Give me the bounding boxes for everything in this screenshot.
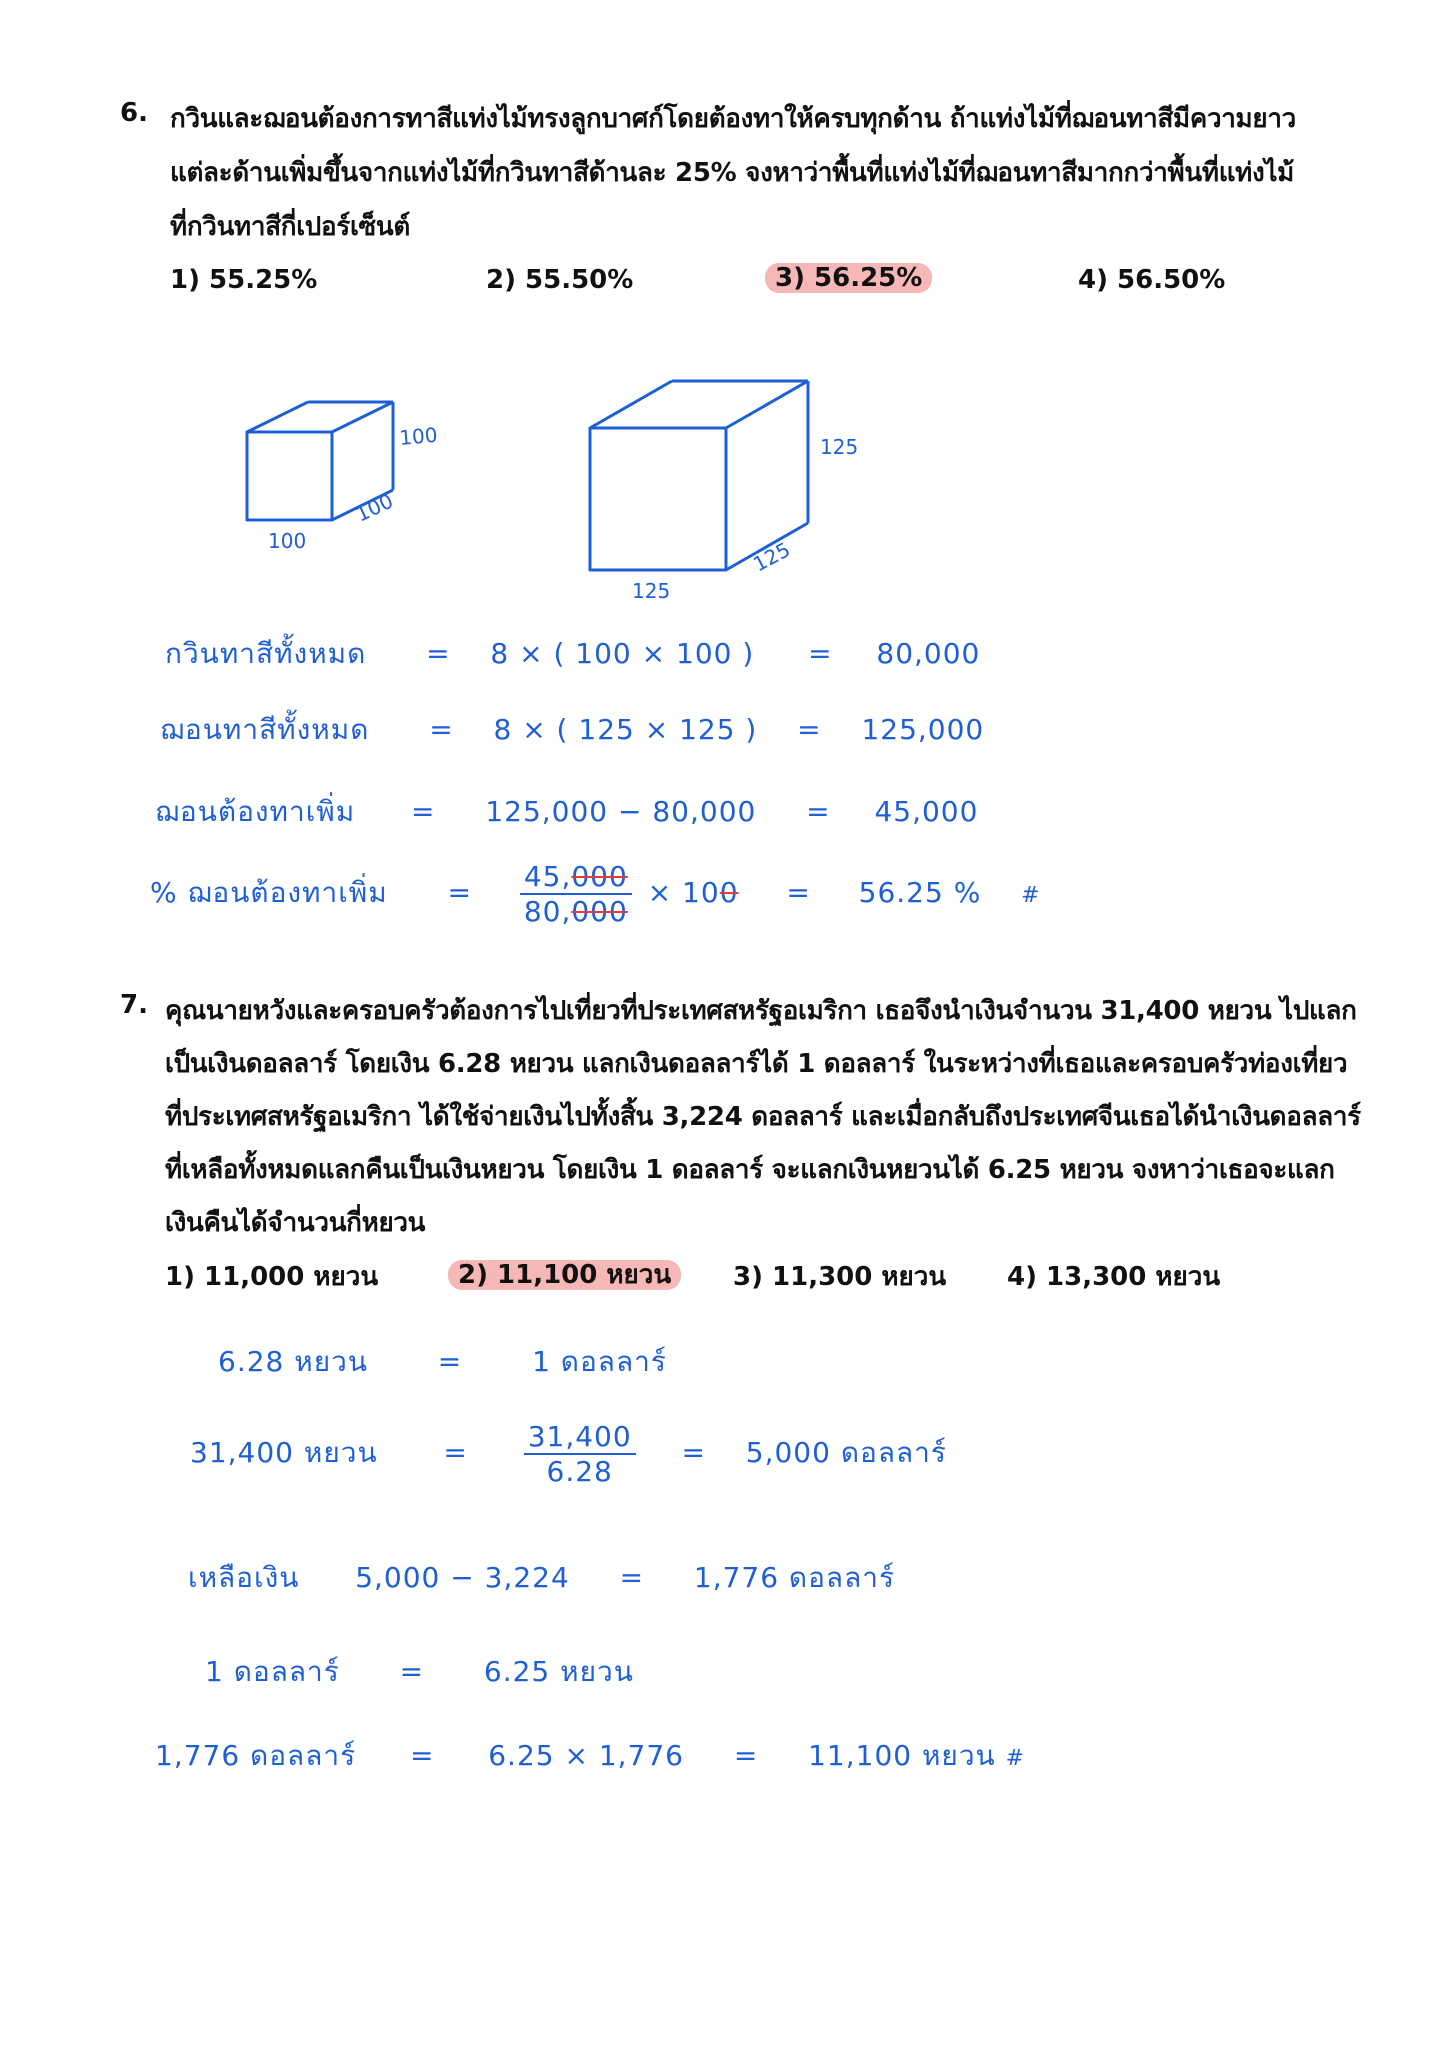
large-cube-height-label: 125 <box>820 435 859 459</box>
small-cube-depth-label: 100 <box>351 488 397 527</box>
q7-w5-left: 1,776 ดอลลาร์ <box>155 1739 357 1772</box>
q7-w2-right: 5,000 ดอลลาร์ <box>745 1436 947 1469</box>
q6-w4-num: 45, <box>523 860 572 893</box>
q7-w5-eq2: = <box>733 1739 759 1772</box>
q6-work-line-4 <box>150 860 1041 928</box>
small-cube-height-label: 100 <box>398 422 439 450</box>
q7-work-line-1 <box>218 1340 667 1384</box>
q7-text-line-2: เป็นเงินดอลลาร์ โดยเงิน 6.28 หยวน แลกเงินดอลลาร์ได้ 1 ดอลลาร์ ในระหว่างที่เธอและครอบครัวท่องเที่ยว <box>165 1049 1348 1079</box>
q6-w4-den-strike: 000 <box>571 895 628 928</box>
q7-w3-expr: 5,000 − 3,224 <box>355 1561 570 1594</box>
q7-w3-eq: = <box>619 1561 645 1594</box>
q7-number: 7. <box>120 990 148 1020</box>
q7-w2-num: 31,400 <box>524 1420 636 1455</box>
q7-choice-1: 1) 11,000 หยวน <box>165 1262 379 1292</box>
q6-w2-eq1: = <box>429 713 454 746</box>
q6-w4-hash: # <box>1021 883 1041 908</box>
q7-w5-right: 11,100 หยวน <box>808 1739 996 1772</box>
small-cube-front-label: 100 <box>268 529 307 553</box>
q7-answer-highlight: 2) 11,100 หยวน <box>448 1260 681 1290</box>
q7-w2-den: 6.28 <box>546 1455 613 1488</box>
q7-w1-left: 6.28 หยวน <box>218 1345 368 1378</box>
q6-w2-eq2: = <box>797 713 822 746</box>
q6-w4-left: % ฌอนต้องทาเพิ่ม <box>150 876 388 909</box>
q6-w4-result: 56.25 % <box>858 876 982 909</box>
q6-w3-eq2: = <box>806 795 831 828</box>
q7-w5-expr: 6.25 × 1,776 <box>488 1739 684 1772</box>
q6-w1-result: 80,000 <box>876 637 981 670</box>
q6-text-line-1: กวินและฌอนต้องการทาสีแท่งไม้ทรงลูกบาศก์โดยต้องทาให้ครบทุกด้าน ถ้าแท่งไม้ที่ฌอนทาสีมีความยาว <box>170 104 1296 134</box>
q6-number: 6. <box>120 98 148 128</box>
q6-work-line-3 <box>155 790 978 834</box>
q7-w2-eq: = <box>443 1436 468 1469</box>
q6-w2-expr: 8 × ( 125 × 125 ) <box>493 713 758 746</box>
q6-w3-result: 45,000 <box>874 795 979 828</box>
q7-w1-right: 1 ดอลลาร์ <box>532 1345 667 1378</box>
q6-w2-left: ฌอนทาสีทั้งหมด <box>160 713 370 746</box>
q7-w1-eq: = <box>437 1345 463 1378</box>
cube-diagrams <box>0 0 1448 620</box>
q7-text-line-1: คุณนายหวังและครอบครัวต้องการไปเที่ยวที่ประเทศสหรัฐอเมริกา เธอจึงนำเงินจำนวน 31,400 หยวน ไปแลก <box>165 996 1357 1026</box>
q6-work-line-1 <box>165 632 980 676</box>
q6-answer-highlight: 3) 56.25% <box>765 263 932 293</box>
q7-w2-left: 31,400 หยวน <box>190 1436 378 1469</box>
q7-w4-left: 1 ดอลลาร์ <box>205 1655 340 1688</box>
large-cube-depth-label: 125 <box>749 537 795 577</box>
q6-w4-num-strike: 000 <box>571 860 628 893</box>
q7-choice-3: 3) 11,300 หยวน <box>733 1262 947 1292</box>
q7-choice-4: 4) 13,300 หยวน <box>1007 1262 1221 1292</box>
q6-w4-eq1: = <box>447 876 473 909</box>
q6-w3-expr: 125,000 − 80,000 <box>485 795 757 828</box>
q6-w4-eq2: = <box>786 876 811 909</box>
q6-choice-2: 2) 55.50% <box>486 265 634 295</box>
q6-w4-fraction <box>520 860 632 928</box>
q7-w4-right: 6.25 หยวน <box>483 1655 634 1688</box>
q6-w4-times: × 10 <box>647 876 720 909</box>
q7-w3-right: 1,776 ดอลลาร์ <box>693 1561 896 1594</box>
q6-choice-4: 4) 56.50% <box>1078 265 1226 295</box>
q6-w2-result: 125,000 <box>861 713 985 746</box>
q7-w4-eq: = <box>399 1655 425 1688</box>
q6-w1-expr: 8 × ( 100 × 100 ) <box>490 637 755 670</box>
large-cube-front-label: 125 <box>632 579 671 603</box>
q7-text-line-3: ที่ประเทศสหรัฐอเมริกา ได้ใช้จ่ายเงินไปทั้งสิ้น 3,224 ดอลลาร์ และเมื่อกลับถึงประเทศจีนเธอได้นำเงินดอลลาร์ <box>165 1102 1361 1132</box>
q6-w4-den: 80, <box>523 895 572 928</box>
q7-text-line-4: ที่เหลือทั้งหมดแลกคืนเป็นเงินหยวน โดยเงิน 1 ดอลลาร์ จะแลกเงินหยวนได้ 6.25 หยวน จงหาว่าเธอจะแลก <box>165 1155 1335 1185</box>
q7-w5-eq: = <box>409 1739 435 1772</box>
q6-w1-left: กวินทาสีทั้งหมด <box>165 637 367 670</box>
q7-w3-left: เหลือเงิน <box>188 1561 300 1594</box>
q6-w3-left: ฌอนต้องทาเพิ่ม <box>155 795 356 828</box>
q7-work-line-3 <box>188 1556 895 1600</box>
q7-w2-eq2: = <box>681 1436 706 1469</box>
q7-choice-2 <box>458 1254 681 1295</box>
q6-text-line-2: แต่ละด้านเพิ่มขึ้นจากแท่งไม้ที่กวินทาสีด้านละ 25% จงหาว่าพื้นที่แท่งไม้ที่ฌอนทาสีมากกว่าพื้นที่แท่งไม้ <box>170 158 1295 188</box>
q6-text-line-3: ที่กวินทาสีกี่เปอร์เซ็นต์ <box>170 212 410 242</box>
q7-work-line-2 <box>190 1420 947 1488</box>
q7-w5-hash: # <box>1005 1746 1026 1771</box>
q6-w3-eq1: = <box>411 795 436 828</box>
q6-w4-times-strike: 0 <box>719 876 739 909</box>
q7-w2-fraction <box>524 1420 636 1488</box>
q6-w1-eq1: = <box>426 637 451 670</box>
q7-work-line-5 <box>155 1734 1025 1778</box>
q6-work-line-2 <box>160 708 984 752</box>
q7-text-line-5: เงินคืนได้จำนวนกี่หยวน <box>165 1208 426 1238</box>
q6-w1-eq2: = <box>808 637 833 670</box>
q7-work-line-4 <box>205 1650 634 1694</box>
q6-choice-1: 1) 55.25% <box>170 265 318 295</box>
